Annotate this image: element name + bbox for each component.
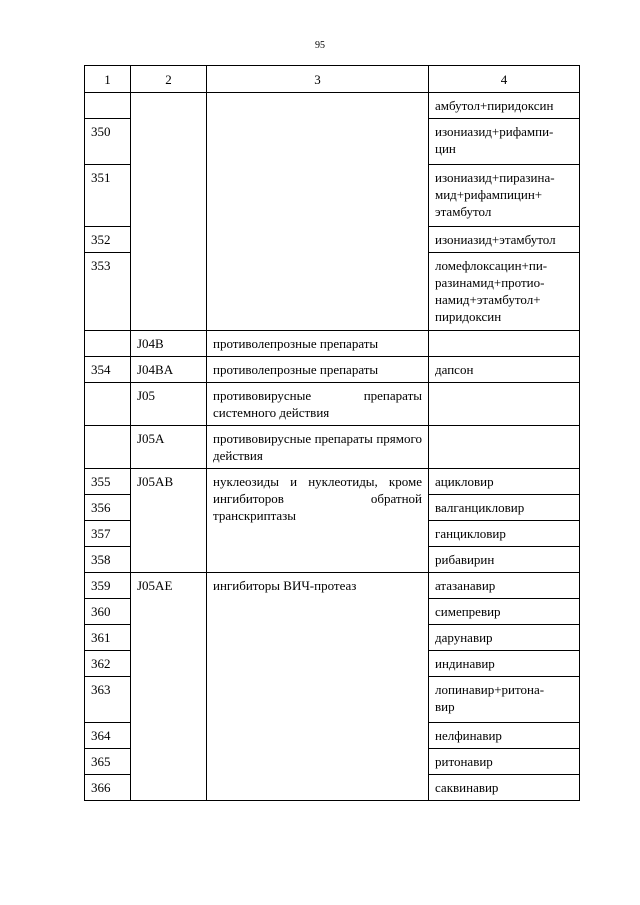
row-number: 362 — [85, 651, 131, 677]
header-col-4: 4 — [429, 66, 580, 93]
drug-name: ацикловир — [429, 469, 580, 495]
drug-name: ритонавир — [429, 749, 580, 775]
drug-name: дапсон — [429, 357, 580, 383]
page-number: 95 — [315, 40, 325, 51]
row-number: 355 — [85, 469, 131, 495]
drug-name: атазанавир — [429, 573, 580, 599]
drug-name: саквинавир — [429, 775, 580, 801]
drug-name-text: лопинавир+ритона- вир — [435, 682, 545, 714]
row-number: 351 — [85, 165, 131, 227]
drug-name: симепревир — [429, 599, 580, 625]
drug-name — [429, 383, 580, 426]
table-row — [85, 573, 580, 599]
drug-name: изониазид+этамбутол — [429, 227, 580, 253]
description: противолепрозные препараты — [207, 331, 429, 357]
drug-name — [429, 331, 580, 357]
header-row — [85, 66, 580, 93]
description: ингибиторы ВИЧ-протеаз — [207, 573, 429, 801]
description-cell — [207, 93, 429, 331]
description: противовирусные препараты системного действия — [207, 383, 429, 426]
description: противовирусные препараты прямого действия — [207, 426, 429, 469]
atc-code: J05AE — [131, 573, 207, 801]
description: противолепрозные препараты — [207, 357, 429, 383]
row-number — [85, 331, 131, 357]
drug-name: индинавир — [429, 651, 580, 677]
row-number: 364 — [85, 723, 131, 749]
table-row — [85, 383, 580, 426]
row-number: 366 — [85, 775, 131, 801]
row-number — [85, 426, 131, 469]
row-number: 357 — [85, 521, 131, 547]
row-number: 352 — [85, 227, 131, 253]
table-row — [85, 469, 580, 495]
atc-code: J04B — [131, 331, 207, 357]
drug-name: дарунавир — [429, 625, 580, 651]
drug-name: амбутол+пиридоксин — [429, 93, 580, 119]
description: нуклеозиды и нуклеотиды, кроме ингибиторов обратной транскриптазы — [207, 469, 429, 573]
drug-name — [429, 165, 580, 227]
atc-code: J05AB — [131, 469, 207, 573]
row-number: 350 — [85, 119, 131, 165]
atc-code: J05A — [131, 426, 207, 469]
row-number: 358 — [85, 547, 131, 573]
drug-name-text: ломефлоксацин+пи- разинамид+протио- намид+этамбутол+ пиридоксин — [435, 258, 548, 324]
row-number: 365 — [85, 749, 131, 775]
header-col-2: 2 — [131, 66, 207, 93]
drug-table — [84, 65, 580, 801]
drug-name-text: изониазид+рифампи- цин — [435, 124, 554, 156]
drug-name — [429, 119, 580, 165]
table-row — [85, 93, 580, 119]
drug-name — [429, 677, 580, 723]
row-number: 354 — [85, 357, 131, 383]
row-number — [85, 93, 131, 119]
header-col-1: 1 — [85, 66, 131, 93]
row-number: 353 — [85, 253, 131, 331]
drug-name: нелфинавир — [429, 723, 580, 749]
table-row — [85, 357, 580, 383]
row-number — [85, 383, 131, 426]
table-row — [85, 331, 580, 357]
atc-code-cell — [131, 93, 207, 331]
atc-code: J05 — [131, 383, 207, 426]
drug-name — [429, 253, 580, 331]
drug-name — [429, 426, 580, 469]
row-number: 356 — [85, 495, 131, 521]
row-number: 360 — [85, 599, 131, 625]
header-col-3: 3 — [207, 66, 429, 93]
row-number: 361 — [85, 625, 131, 651]
table-row — [85, 426, 580, 469]
drug-name: валганцикловир — [429, 495, 580, 521]
drug-name: рибавирин — [429, 547, 580, 573]
drug-name-text: изониазид+пиразина- мид+рифампицин+ этамбутол — [435, 170, 555, 219]
row-number: 363 — [85, 677, 131, 723]
row-number: 359 — [85, 573, 131, 599]
atc-code: J04BA — [131, 357, 207, 383]
drug-name: ганцикловир — [429, 521, 580, 547]
